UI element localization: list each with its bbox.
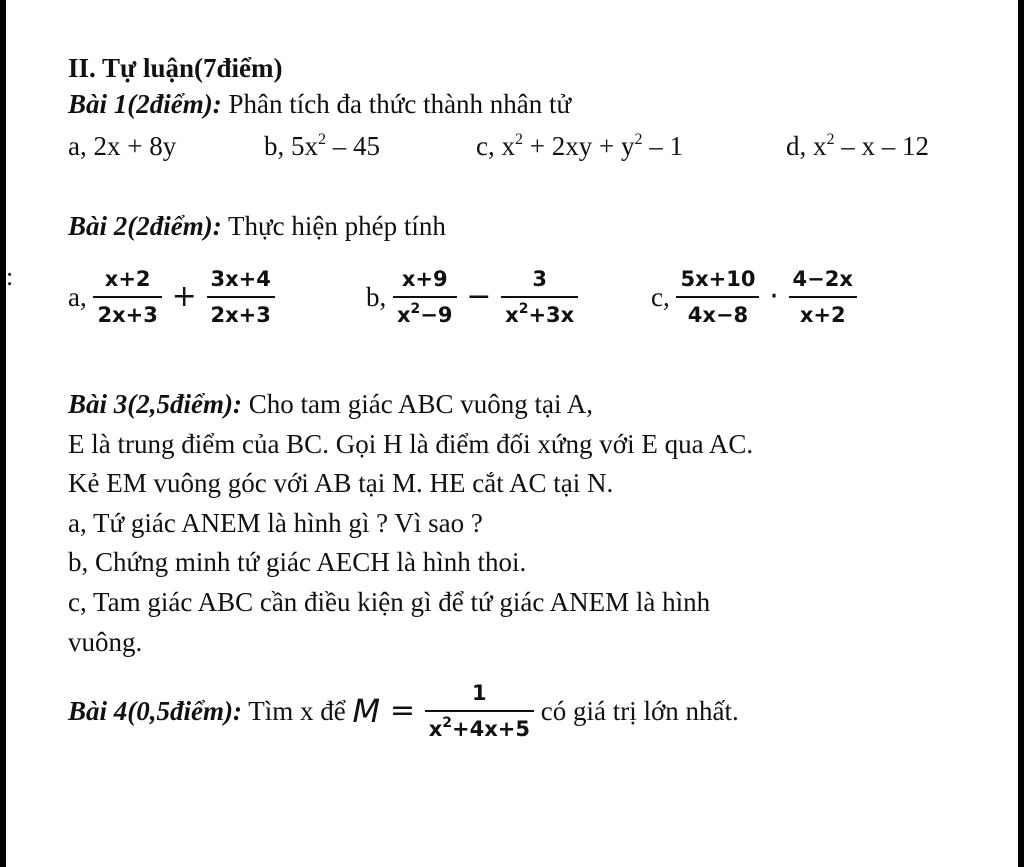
bai3-question-a: a, Tứ giác ANEM là hình gì ? Vì sao ?	[68, 508, 483, 538]
bai2-c-fraction-1	[676, 266, 759, 328]
bai1-b-prefix: b,	[264, 131, 285, 161]
bai2-c-fraction-2	[789, 266, 857, 328]
bai3-line-1: Cho tam giác ABC vuông tại A,	[241, 389, 593, 419]
bai1-c-p1: x	[501, 131, 515, 161]
bai2-c-den-1: 4x−8	[676, 296, 759, 328]
bai1-label: Bài 1(2điểm):	[68, 89, 222, 119]
bai3-question-b: b, Chứng minh tứ giác AECH là hình thoi.	[68, 547, 527, 577]
bai2-a-fraction-2	[207, 266, 275, 328]
bai4-label: Bài 4(0,5điểm):	[68, 696, 242, 726]
bai2-b-fraction-1	[393, 266, 457, 328]
bai2-b-den-2-exp: 2	[518, 301, 529, 317]
bai2-b-den-1	[393, 296, 457, 328]
bai4-var-m: M	[352, 692, 381, 730]
bai1-a-expr: 2x + 8y	[93, 131, 177, 161]
bai4-den	[425, 710, 534, 742]
bai1-item-d	[786, 130, 929, 162]
bai3-heading	[68, 388, 593, 420]
bai1-c-prefix: c,	[476, 131, 495, 161]
bai1-c-e1: 2	[514, 131, 523, 148]
bai1-d-base: x	[813, 131, 827, 161]
bai4-equals: =	[389, 693, 415, 728]
bai2-b-fraction-2	[501, 266, 578, 328]
bai3-line-3: Kẻ EM vuông góc với AB tại M. HE cắt AC tại N.	[68, 468, 614, 498]
bai2-b-den-2-base: x	[505, 303, 519, 327]
bai2-c-operator: ·	[769, 279, 779, 314]
bai2-a-fraction-1	[93, 266, 161, 328]
bai2-c-den-2: x+2	[789, 296, 857, 328]
bai2-item-a	[68, 266, 275, 328]
bai1-c-mid: + 2xy + y	[522, 131, 635, 161]
bai1-item-b	[264, 130, 380, 162]
bai2-heading	[68, 210, 446, 242]
bai2-a-den-2: 2x+3	[207, 296, 275, 328]
bai2-instruction: Thực hiện phép tính	[228, 211, 446, 241]
bai1-c-e2: 2	[634, 131, 643, 148]
bai2-label: Bài 2(2điểm):	[68, 211, 222, 241]
bai4-text-2: có giá trị lớn nhất.	[540, 696, 739, 726]
bai4-den-exp: 2	[442, 715, 453, 731]
bai2-c-num-2: 4−2x	[792, 267, 853, 291]
bai2-a-num-2: 3x+4	[210, 267, 271, 291]
bai2-item-c	[651, 266, 857, 328]
bai1-instruction: Phân tích đa thức thành nhân tử	[228, 89, 572, 119]
bai2-b-den-1-exp: 2	[410, 301, 421, 317]
bai2-b-den-1-base: x	[397, 303, 411, 327]
bai2-a-num-1: x+2	[104, 267, 151, 291]
bai3-line-2: E là trung điểm của BC. Gọi H là điểm đối xứng với E qua AC.	[68, 429, 754, 459]
bai3-question-c: c, Tam giác ABC cần điều kiện gì để tứ giác ANEM là hình	[68, 587, 711, 617]
section-title: II. Tự luận(7điểm)	[68, 53, 283, 83]
bai2-b-den-2-rest: +3x	[528, 303, 575, 327]
bai1-c-rest: – 1	[642, 131, 683, 161]
bai2-item-b	[366, 266, 578, 328]
worksheet-page	[6, 0, 1018, 867]
bai2-c-num-1: 5x+10	[680, 267, 756, 291]
bai1-b-rest: – 45	[326, 131, 380, 161]
bai2-b-prefix: b,	[366, 282, 387, 312]
bai2-b-num-2: 3	[532, 267, 547, 291]
bai2-a-prefix: a,	[68, 282, 87, 312]
bai2-a-den-1: 2x+3	[93, 296, 161, 328]
bai1-d-exp: 2	[826, 131, 835, 148]
bai2-b-den-2	[501, 296, 578, 328]
bai1-d-prefix: d,	[786, 131, 807, 161]
bai2-b-den-1-rest: −9	[420, 303, 453, 327]
bai3-question-c-cont: vuông.	[68, 627, 143, 657]
bai1-d-rest: – x – 12	[834, 131, 929, 161]
bai1-heading	[68, 88, 571, 120]
bai1-item-c	[476, 130, 683, 162]
bai4-line	[68, 680, 739, 742]
bai1-b-base: 5x	[291, 131, 318, 161]
bai4-den-base: x	[428, 717, 443, 741]
bai1-b-exp: 2	[318, 131, 326, 148]
bai1-a-prefix: a,	[68, 131, 87, 161]
bai4-den-rest: +4x+5	[452, 717, 530, 741]
bai2-c-prefix: c,	[651, 282, 670, 312]
bai1-item-a	[68, 130, 176, 162]
bai2-a-operator: +	[171, 279, 197, 314]
bai2-b-num-1: x+9	[401, 267, 448, 291]
bai4-num: 1	[472, 681, 487, 705]
bai4-fraction	[425, 680, 534, 742]
bai3-label: Bài 3(2,5điểm):	[68, 389, 242, 419]
bai2-b-operator: −	[466, 279, 492, 314]
bai4-text-1: Tìm x để	[241, 696, 353, 726]
margin-colon-mark: :	[6, 262, 14, 291]
